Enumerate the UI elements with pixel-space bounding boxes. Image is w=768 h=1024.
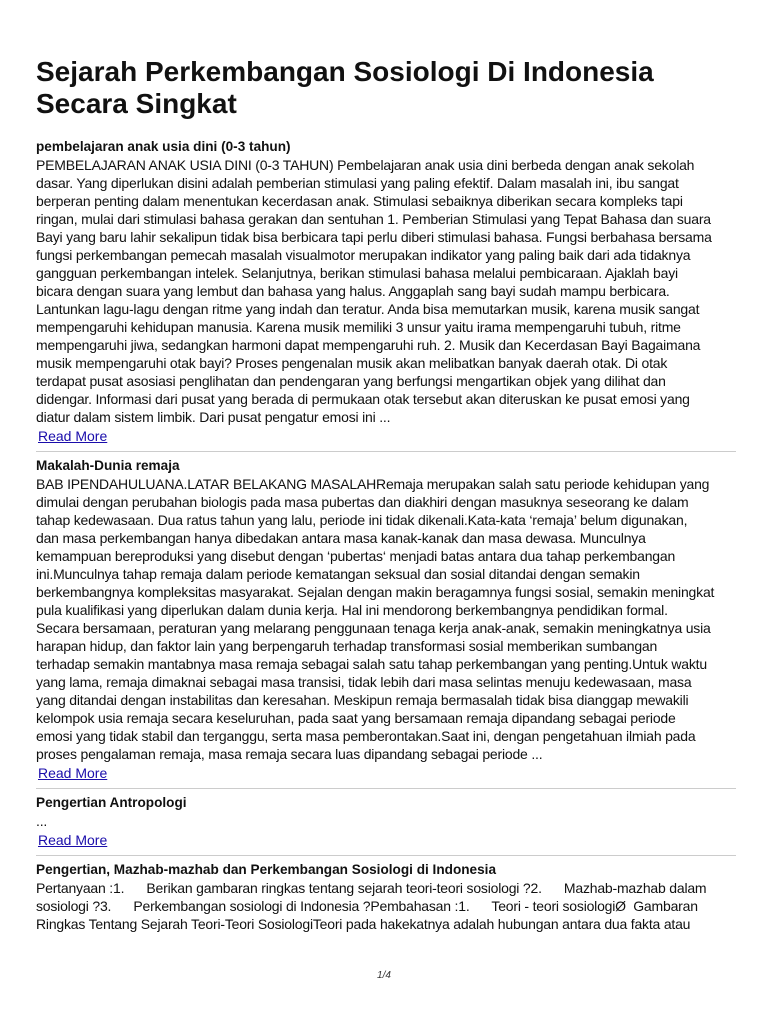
article-text-line: sosiologi ?3. Perkembangan sosiologi di Indonesia ?Pembahasan :1. Teori - teori sosiologiØ Gambaran: [36, 898, 698, 914]
article: [36, 457, 736, 789]
article-text-line: Pertanyaan :1. Berikan gambaran ringkas tentang sejarah teori-teori sosiologi ?2. Mazhab-mazhab dalam: [36, 880, 707, 896]
article-text-line: Secara bersamaan, peraturan yang melarang penggunaan tenaga kerja anak-anak, semakin meningkatnya usia: [36, 620, 711, 636]
article: [36, 138, 736, 452]
article-text-line: ringan, mulai dari stimulasi bahasa gerakan dan sentuhan 1. Pemberian Stimulasi yang Tepat Bahasa dan suara: [36, 211, 711, 227]
article-text-line: tahap kedewasaan. Dua ratus tahun yang lalu, periode ini tidak dikenali.Kata-kata ‘remaja’ belum digunakan,: [36, 512, 688, 528]
article-text-line: BAB IPENDAHULUANA.LATAR BELAKANG MASALAHRemaja merupakan salah satu periode kehidupan yang: [36, 476, 710, 492]
article-text-line: pula kualifikasi yang diperlukan dalam dunia kerja. Hal ini mendorong berkembangnya pendidikan formal.: [36, 602, 668, 618]
article-text-line: kelompok usia remaja secara keseluruhan, pada saat yang bersamaan remaja dipandang sebagai periode: [36, 710, 676, 726]
article-list: [36, 138, 736, 938]
article-text-line: PEMBELAJARAN ANAK USIA DINI (0-3 TAHUN) Pembelajaran anak usia dini berbeda dengan anak sekolah: [36, 157, 695, 173]
article-text-line: didengar. Informasi dari pusat yang berada di permukaan otak tersebut akan diteruskan ke pusat emosi yang: [36, 391, 690, 407]
article-text-line: Ringkas Tentang Sejarah Teori-Teori SosiologiTeori pada hakekatnya adalah hubungan antara dua fakta atau: [36, 916, 691, 932]
title-line: Sejarah Perkembangan Sosiologi Di Indonesia: [36, 56, 654, 87]
title-line: Secara Singkat: [36, 88, 237, 119]
article-text-line: yang ditandai dengan instabilitas dan keresahan. Meskipun remaja bermasalah tidak bisa dianggap mewakili: [36, 692, 689, 708]
read-more-link[interactable]: Read More: [38, 428, 108, 444]
article-text-line: mempengaruhi kehidupan manusia. Karena musik memiliki 3 unsur yaitu irama mempengaruhi tubuh, ritme: [36, 319, 681, 335]
article-heading: Pengertian, Mazhab-mazhab dan Perkembangan Sosiologi di Indonesia: [36, 862, 497, 877]
article-text-line: proses pengalaman remaja, masa remaja secara luas dipandang sebagai periode ...: [36, 746, 543, 762]
article-text-line: bicara dengan suara yang lembut dan bahasa yang halus. Anggaplah sang bayi sudah mampu berbicara.: [36, 283, 670, 299]
article-text-line: terdapat pusat asosiasi penglihatan dan pendengaran yang berfungsi mengartikan objek yang dilihat dan: [36, 373, 666, 389]
article-text-line: kemampuan bereproduksi yang disebut dengan ‘pubertas‘ menjadi batas antara dua tahap perkembangan: [36, 548, 676, 564]
page-title: [36, 56, 736, 120]
article-text-line: gangguan perkembangan intelek. Selanjutnya, berikan stimulasi bahasa melalui pembicaraan. Ajaklah bayi: [36, 265, 678, 281]
article: [36, 861, 736, 938]
article-text-line: ...: [36, 813, 48, 829]
article-text-line: dimulai dengan perubahan biologis pada masa pubertas dan diakhiri dengan masuknya seseorang ke dalam: [36, 494, 689, 510]
article-text-line: diatur dalam sistem limbik. Dari pusat pengatur emosi ini ...: [36, 409, 391, 425]
read-more-link[interactable]: Read More: [38, 832, 108, 848]
article-text-line: berperan penting dalam menentukan kecerdasan anak. Stimulasi sebaiknya diberikan secara kompleks tapi: [36, 193, 683, 209]
article-text-line: emosi yang tidak stabil dan terganggu, serta masa pemberontakan.Saat ini, dengan pengetahuan ilmiah pada: [36, 728, 696, 744]
article: [36, 794, 736, 856]
article-text-line: fungsi perkembangan pemecah masalah visualmotor merupakan indikator yang paling baik dari ada tidaknya: [36, 247, 691, 263]
article-heading: pembelajaran anak usia dini (0-3 tahun): [36, 139, 291, 154]
article-text-line: Lantunkan lagu-lagu dengan ritme yang indah dan teratur. Anda bisa memutarkan musik, karena musik sangat: [36, 301, 700, 317]
article-text-line: mempengaruhi jiwa, sedangkan harmoni dapat mempengaruhi ruh. 2. Musik dan Kecerdasan Bayi Bagaimana: [36, 337, 701, 353]
article-text-line: Bayi yang baru lahir sekalipun tidak bisa berbicara tapi perlu diberi stimulasi bahasa. Fungsi berbahasa bersama: [36, 229, 712, 245]
article-text-line: musik mempengaruhi otak bayi? Proses pengenalan musik akan melibatkan banyak daerah otak. Di otak: [36, 355, 668, 371]
article-text-line: berkembangnya kompleksitas masyarakat. Sejalan dengan makin beragamnya fungsi sosial, semakin meningkat: [36, 584, 715, 600]
read-more-link[interactable]: Read More: [38, 765, 108, 781]
article-text-line: dasar. Yang diperlukan disini adalah pemberian stimulasi yang paling efektif. Dalam masalah ini, ibu sangat: [36, 175, 679, 191]
article-text-line: terhadap semakin mantabnya masa remaja sebagai salah satu tahap perkembangan yang penting.Untuk waktu: [36, 656, 707, 672]
article-text-line: ini.Munculnya tahap remaja dalam periode kematangan seksual dan sosial ditandai dengan semakin: [36, 566, 640, 582]
article-heading: Pengertian Antropologi: [36, 795, 187, 810]
article-text-line: yang lama, remaja dimaknai sebagai masa transisi, tidak lebih dari masa selintas menuju kedewasaan, masa: [36, 674, 692, 690]
article-text-line: harapan hidup, dan faktor lain yang berpengaruh terhadap transformasi sosial memberikan sumbangan: [36, 638, 658, 654]
article-heading: Makalah-Dunia remaja: [36, 458, 180, 473]
page-number: 1/4: [377, 970, 391, 981]
document-page: [36, 56, 736, 943]
article-text-line: dan masa perkembangan hanya dibedakan antara masa kanak-kanak dan masa dewasa. Munculnya: [36, 530, 646, 546]
